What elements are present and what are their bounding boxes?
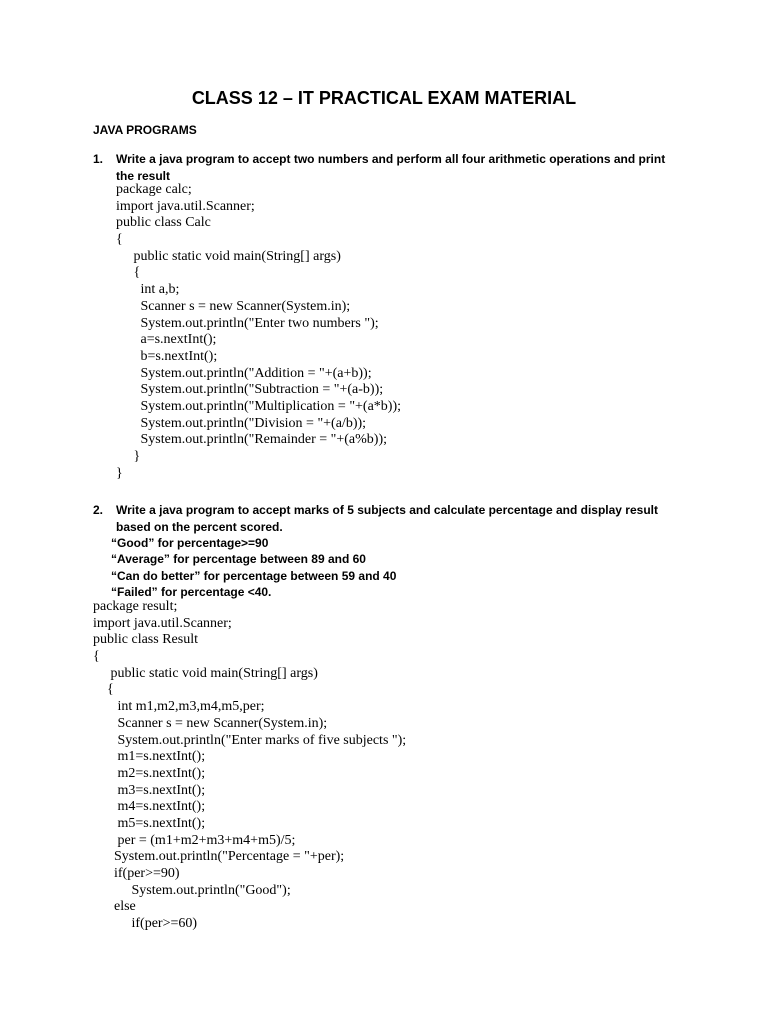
code-line: import java.util.Scanner; xyxy=(116,198,255,214)
code-line: m2=s.nextInt(); xyxy=(93,765,206,781)
code-line: System.out.println("Division = "+(a/b)); xyxy=(116,415,367,431)
question-text: Write a java program to accept two numbers and perform all four arithmetic operations and print the result xyxy=(116,152,666,183)
code-block-1 xyxy=(116,182,401,482)
code-line: public static void main(String[] args) xyxy=(116,248,341,264)
code-line: } xyxy=(116,465,123,481)
criteria-failed: “Failed” for percentage <40. xyxy=(111,585,272,599)
code-line: import java.util.Scanner; xyxy=(93,615,232,631)
question-number: 2. xyxy=(93,503,104,517)
code-line: m5=s.nextInt(); xyxy=(93,815,206,831)
code-line: if(per>=90) xyxy=(93,866,180,881)
code-line: a=s.nextInt(); xyxy=(116,332,217,348)
code-line: System.out.println("Percentage = "+per); xyxy=(93,849,345,865)
code-line: m4=s.nextInt(); xyxy=(93,799,206,815)
criteria-average: “Average” for percentage between 89 and 60 xyxy=(111,552,366,566)
code-line: package result; xyxy=(93,599,178,614)
code-line: if(per>=60) xyxy=(93,916,198,932)
code-block-2 xyxy=(93,599,406,933)
page-title: CLASS 12 – IT PRACTICAL EXAM MATERIAL xyxy=(191,88,577,108)
code-line: System.out.println("Remainder = "+(a%b)); xyxy=(116,432,388,448)
code-line: { xyxy=(116,265,141,281)
code-line: public static void main(String[] args) xyxy=(93,665,318,681)
code-line: System.out.println("Good"); xyxy=(93,882,291,898)
code-line: System.out.println("Enter two numbers "); xyxy=(116,315,379,331)
code-line: Scanner s = new Scanner(System.in); xyxy=(93,715,328,731)
code-line: package calc; xyxy=(116,182,192,197)
code-line: m1=s.nextInt(); xyxy=(93,749,206,765)
code-line: { xyxy=(116,232,123,248)
question-text: Write a java program to accept marks of 5 subjects and calculate percentage and display result based on the percent scored. xyxy=(116,503,658,534)
code-line: System.out.println("Addition = "+(a+b)); xyxy=(116,365,372,381)
code-line: per = (m1+m2+m3+m4+m5)/5; xyxy=(93,832,296,848)
code-line: System.out.println("Enter marks of five subjects "); xyxy=(93,732,407,748)
code-line: public class Calc xyxy=(116,215,211,231)
code-line: else xyxy=(93,899,136,915)
code-line: } xyxy=(116,449,141,464)
criteria-good: “Good” for percentage>=90 xyxy=(111,536,269,550)
code-line: int a,b; xyxy=(116,282,180,298)
code-line: Scanner s = new Scanner(System.in); xyxy=(116,298,351,314)
code-line: System.out.println("Multiplication = "+(a*b)); xyxy=(116,398,402,414)
code-line: public class Result xyxy=(93,632,198,648)
code-line: { xyxy=(93,682,114,698)
code-line: m3=s.nextInt(); xyxy=(93,782,206,798)
code-line: int m1,m2,m3,m4,m5,per; xyxy=(93,699,265,715)
question-number: 1. xyxy=(93,152,104,166)
code-line: System.out.println("Subtraction = "+(a-b)); xyxy=(116,382,384,398)
section-heading: JAVA PROGRAMS xyxy=(93,123,197,137)
code-line: { xyxy=(93,649,100,665)
code-line: b=s.nextInt(); xyxy=(116,348,218,364)
criteria-can-do-better: “Can do better” for percentage between 59 and 40 xyxy=(111,569,397,583)
